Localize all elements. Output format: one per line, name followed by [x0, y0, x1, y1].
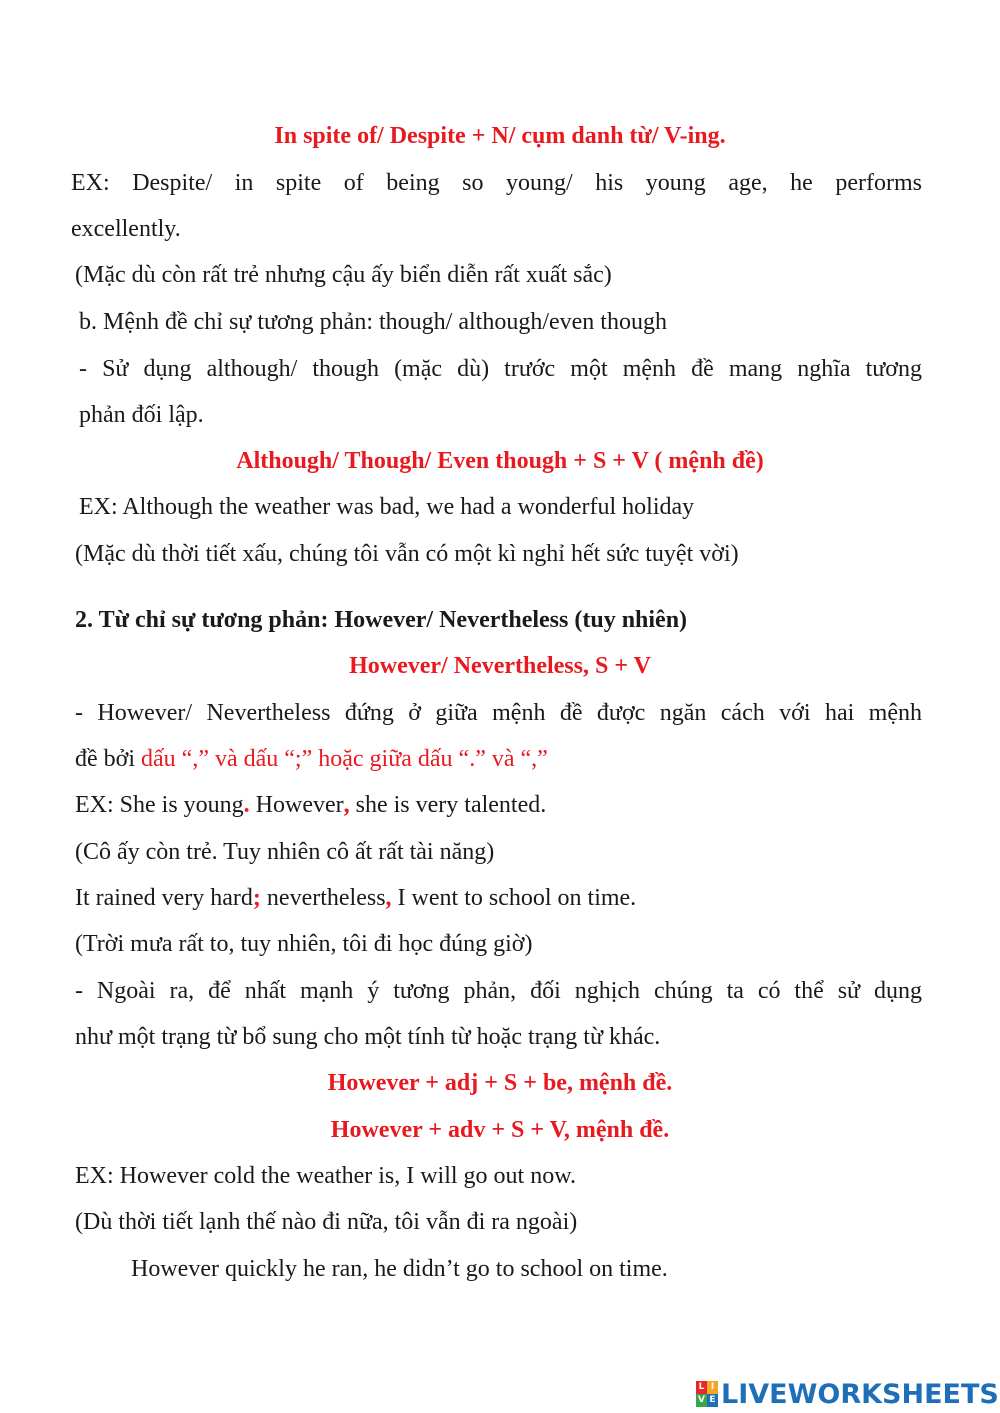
example-however: [75, 790, 546, 820]
example-however-part-2: However: [249, 792, 344, 818]
although-usage-line-1: - Sử dụng although/ though (mặc dù) trước một mệnh đề mang nghĩa tương: [79, 356, 922, 382]
emphasis-line-1: - Ngoài ra, để nhất mạnh ý tương phản, đối nghịch chúng ta có thể sử dụng: [75, 978, 922, 1004]
example-however-part-1: EX: She is young: [75, 792, 244, 818]
example-nevertheless-part-1: It rained very hard: [75, 885, 253, 911]
translation-despite: (Mặc dù còn rất trẻ nhưng cậu ấy biển diễn rất xuất sắc): [75, 262, 612, 288]
example-however-part-3: she is very talented.: [349, 792, 547, 818]
formula-however-adj: However + adj + S + be, mệnh đề.: [327, 1070, 673, 1096]
example-cold: EX: However cold the weather is, I will go out now.: [75, 1163, 576, 1189]
example-although: EX: Although the weather was bad, we had a wonderful holiday: [79, 494, 695, 520]
logo-letter-e: E: [707, 1394, 718, 1407]
example-quickly: However quickly he ran, he didn’t go to school on time.: [131, 1256, 668, 1282]
although-usage-line-2: phản đối lập.: [79, 402, 204, 428]
example-despite-line-1: EX: Despite/ in spite of being so young/ his young age, he performs: [71, 170, 922, 196]
example-despite-line-2: excellently.: [71, 216, 181, 242]
example-nevertheless-part-2: nevertheless: [260, 885, 386, 911]
translation-cold: (Dù thời tiết lạnh thế nào đi nữa, tôi vẫn đi ra ngoài): [75, 1209, 578, 1235]
formula-however-adv: However + adv + S + V, mệnh đề.: [330, 1117, 670, 1143]
translation-however: (Cô ấy còn trẻ. Tuy nhiên cô ất rất tài năng): [75, 839, 495, 865]
example-nevertheless-semicolon: ;: [252, 885, 261, 911]
section-2-heading: 2. Từ chỉ sự tương phản: However/ Nevertheless (tuy nhiên): [75, 607, 688, 633]
logo-letter-i: I: [707, 1381, 718, 1394]
formula-however: However/ Nevertheless, S + V: [349, 653, 651, 679]
formula-despite: In spite of/ Despite + N/ cụm danh từ/ V-ing.: [274, 123, 726, 149]
logo-letter-v: V: [696, 1394, 707, 1407]
formula-although: Although/ Though/ Even though + S + V ( mệnh đề): [236, 448, 764, 474]
however-position-line-2: [75, 744, 548, 774]
section-b-heading: b. Mệnh đề chỉ sự tương phản: though/ although/even though: [79, 309, 667, 335]
translation-although: (Mặc dù thời tiết xấu, chúng tôi vẫn có một kì nghỉ hết sức tuyệt vời): [75, 541, 739, 567]
emphasis-line-2: như một trạng từ bổ sung cho một tính từ hoặc trạng từ khác.: [75, 1024, 661, 1050]
translation-nevertheless: (Trời mưa rất to, tuy nhiên, tôi đi học đúng giờ): [75, 931, 533, 957]
punctuation-rule-highlight: dấu “,” và dấu “;” hoặc giữa dấu “.” và “,”: [141, 746, 548, 772]
however-position-line-1: - However/ Nevertheless đứng ở giữa mệnh đề được ngăn cách với hai mệnh: [75, 700, 922, 726]
example-however-period: .: [243, 792, 250, 818]
example-nevertheless: [75, 883, 636, 913]
however-position-text: đề bởi: [75, 746, 142, 772]
liveworksheets-logo-mark: [696, 1381, 718, 1407]
example-however-comma: ,: [343, 792, 350, 818]
example-nevertheless-part-3: I went to school on time.: [391, 885, 637, 911]
liveworksheets-logo: [696, 1377, 999, 1411]
example-nevertheless-comma: ,: [385, 885, 392, 911]
logo-letter-l: L: [696, 1381, 707, 1394]
liveworksheets-logo-text: LIVEWORKSHEETS: [721, 1378, 999, 1410]
